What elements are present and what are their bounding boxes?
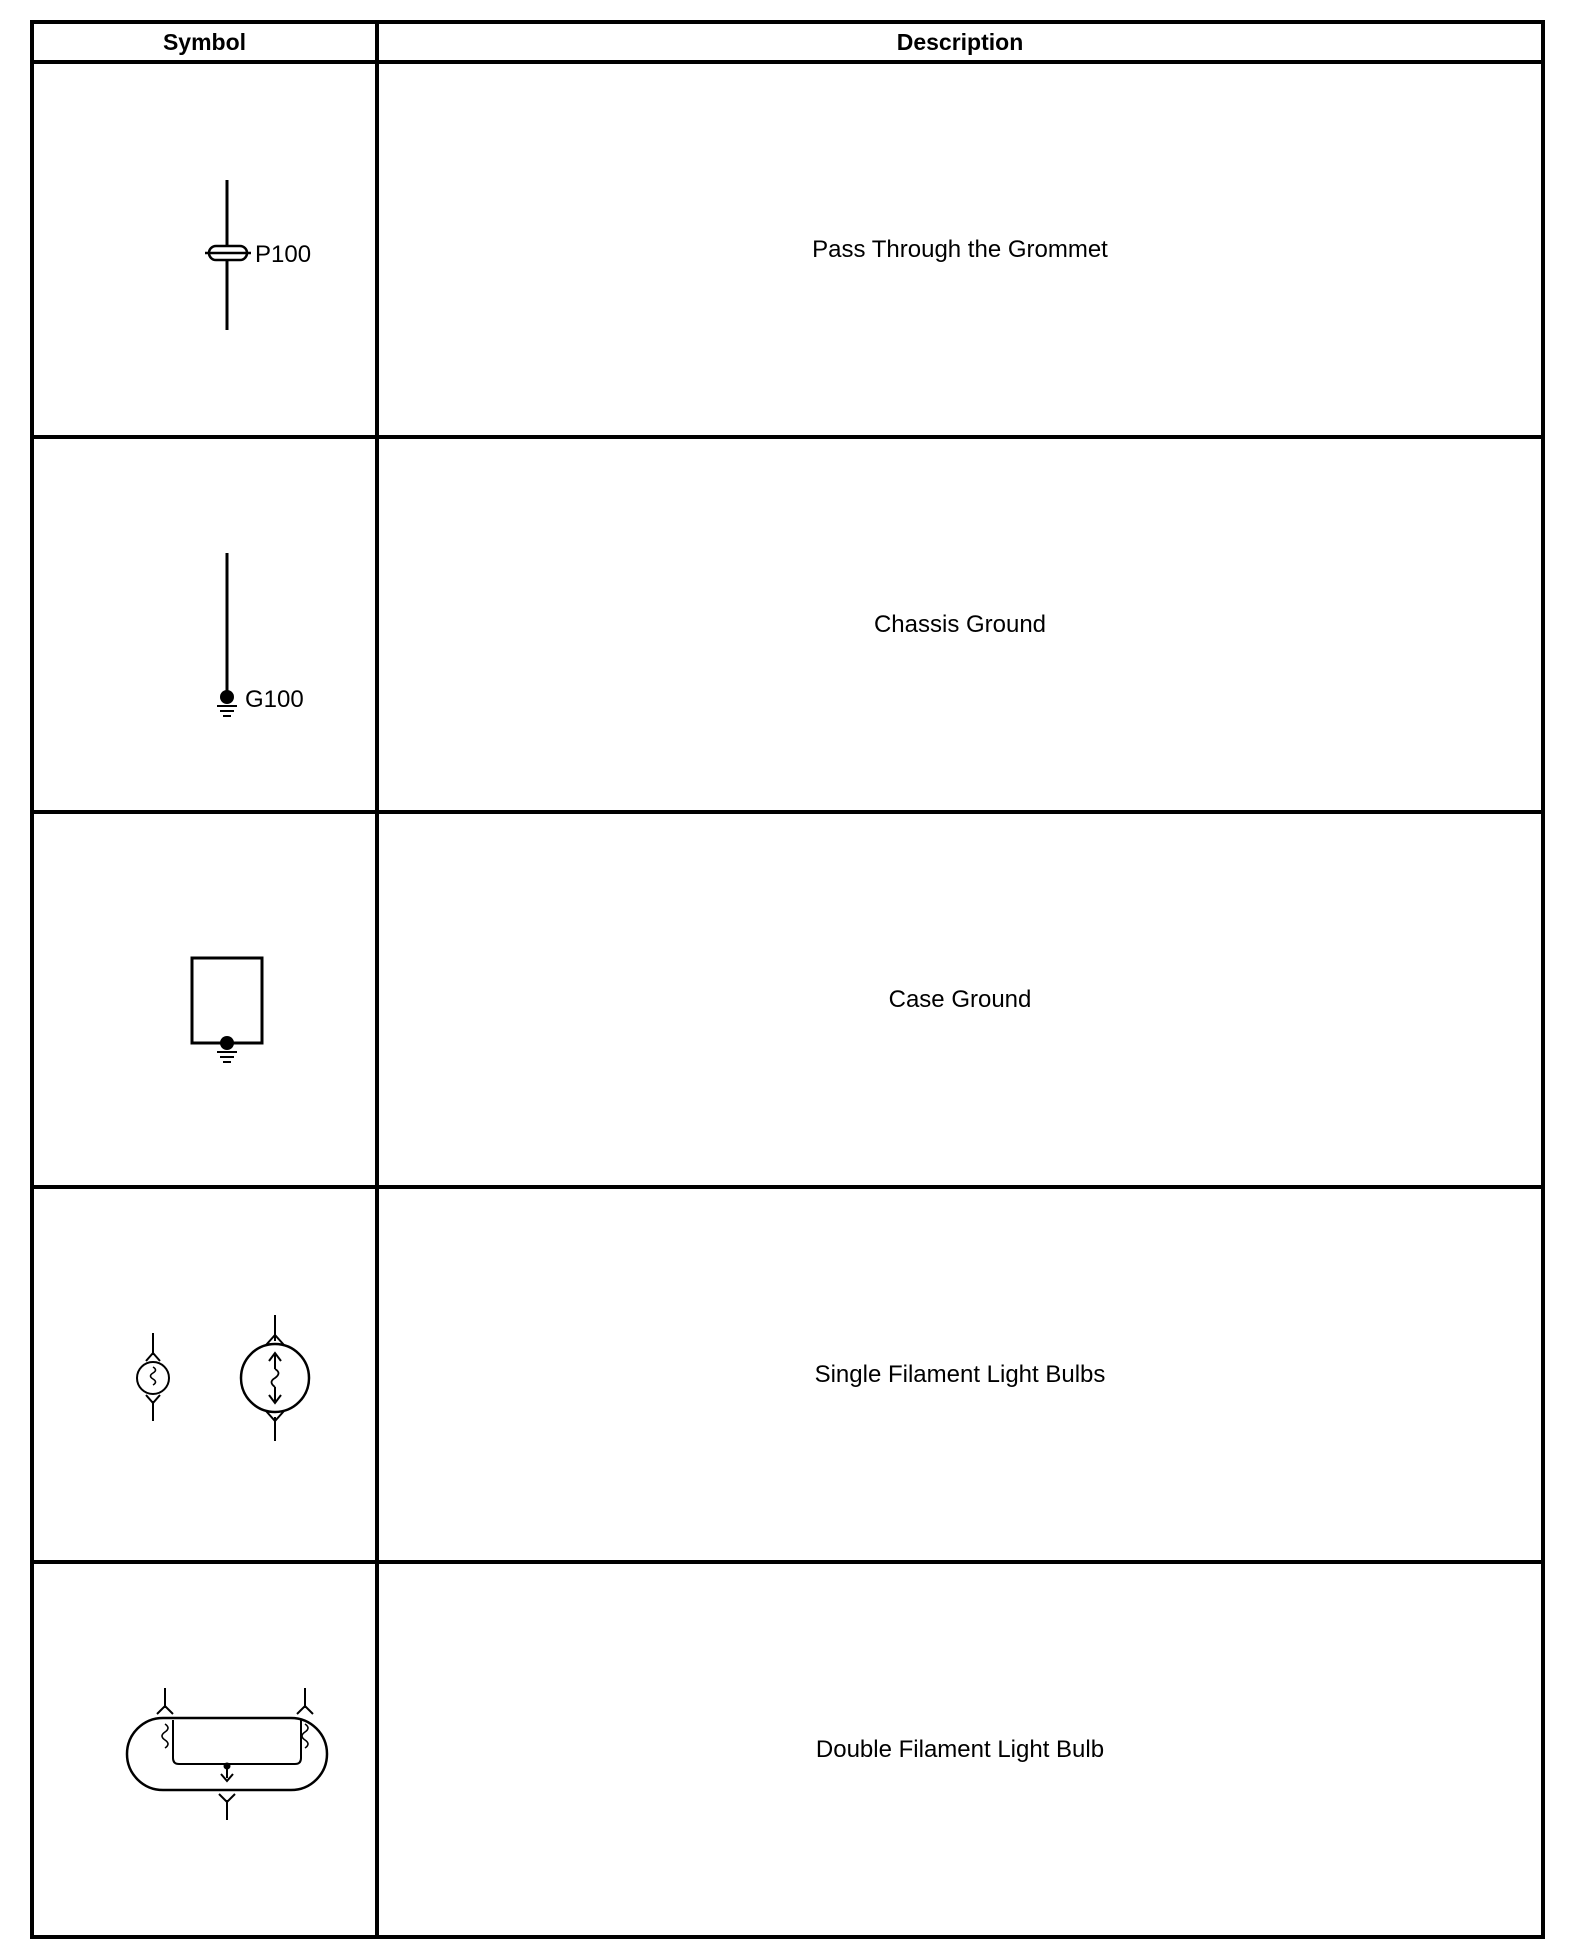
large-bulb-icon: [241, 1315, 309, 1441]
single-filament-bulb-icon: [55, 1195, 355, 1555]
description-text: Case Ground: [888, 985, 1032, 1013]
connector-label: P100: [254, 240, 311, 268]
small-bulb-icon: [137, 1333, 169, 1421]
grommet-pass-through-icon: [55, 70, 355, 430]
description-cell: [377, 437, 1543, 812]
symbol-cell: [32, 812, 377, 1187]
symbol-cell: [32, 62, 377, 437]
table-row: [32, 437, 1543, 812]
description-text: Double Filament Light Bulb: [815, 1735, 1105, 1763]
table-row: [32, 1187, 1543, 1562]
description-cell: [377, 812, 1543, 1187]
ground-label: G100: [244, 685, 304, 713]
description-cell: [377, 1562, 1543, 1937]
double-filament-bulb-icon: [55, 1570, 355, 1930]
description-cell: [377, 1187, 1543, 1562]
symbol-cell: [32, 1562, 377, 1937]
symbol-cell: [32, 437, 377, 812]
table-row: [32, 1562, 1543, 1937]
description-text: Chassis Ground: [873, 610, 1047, 638]
description-text: Pass Through the Grommet: [812, 235, 1108, 263]
symbol-cell: [32, 1187, 377, 1562]
header-description: Description: [377, 22, 1543, 62]
table-row: [32, 812, 1543, 1187]
chassis-ground-icon: [55, 445, 355, 805]
table-row: [32, 62, 1543, 437]
case-ground-icon: [55, 820, 355, 1180]
symbol-table: [30, 20, 1545, 1939]
table-header-row: [32, 22, 1543, 62]
description-cell: [377, 62, 1543, 437]
header-symbol: Symbol: [32, 22, 377, 62]
description-text: Single Filament Light Bulbs: [814, 1360, 1106, 1388]
